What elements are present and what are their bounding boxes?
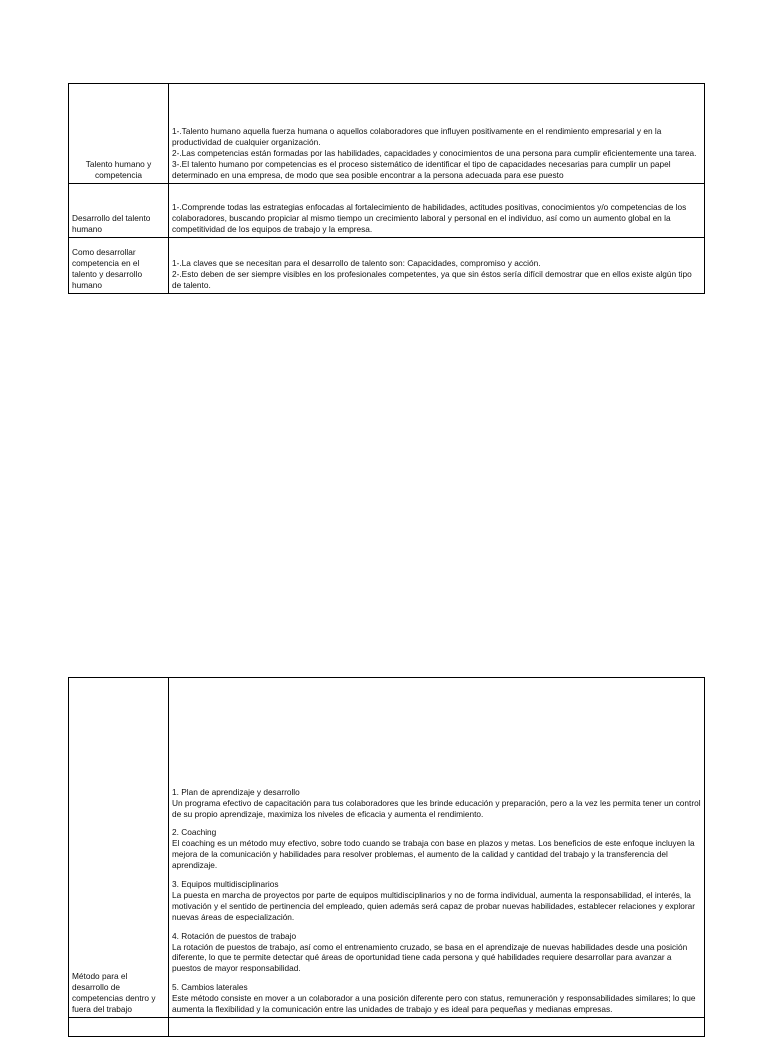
table-row xyxy=(69,84,705,184)
method-item xyxy=(172,982,701,1015)
empty-cell xyxy=(69,1018,169,1037)
content-line: 1-.Talento humano aquella fuerza humana o aquellos colaboradores que influyen positivamente en el rendimiento empresarial y en la productividad de cualquier organización. xyxy=(172,126,662,148)
row-label: Método para el desarrollo de competencias dentro y fuera del trabajo xyxy=(69,678,169,1018)
method-title: 1. Plan de aprendizaje y desarrollo xyxy=(172,786,300,797)
method-title: 5. Cambios laterales xyxy=(172,982,248,993)
methods-table xyxy=(68,677,705,1037)
method-title: 4. Rotación de puestos de trabajo xyxy=(172,930,297,941)
row-label: Como desarrollar competencia en el talento y desarrollo humano xyxy=(69,238,169,294)
table-row xyxy=(69,1018,705,1037)
method-item xyxy=(172,787,701,820)
content-line: 2-.Las competencias están formadas por las habilidades, capacidades y conocimientos de una persona para cumplir eficientemente una tarea. xyxy=(172,148,697,159)
method-title: 2. Coaching xyxy=(172,827,217,838)
table-row xyxy=(69,678,705,1018)
method-text: La rotación de puestos de trabajo, así como el entrenamiento cruzado, se basa en el aprendizaje de nuevas habilidades desde una posición diferente, lo que te permite detectar qué áreas de oportunidad tiene cada persona y qué habilidades requiere desarrollar para avanzar a puestos de mayor responsabilidad. xyxy=(172,941,688,974)
row-content xyxy=(169,184,705,238)
content-line: 1-.La claves que se necesitan para el desarrollo de talento son: Capacidades, compromiso y acción. xyxy=(172,258,541,269)
content-line: 2-.Esto deben de ser siempre visibles en los profesionales competentes, ya que sin éstos sería difícil demostrar que en ellos existe algún tipo de talento. xyxy=(172,269,692,291)
content-line: 3-.El talento humano por competencias es el proceso sistemático de identificar el tipo de capacidades necesarias para cumplir un papel determinado en una empresa, de modo que sea posible encontrar a la persona adecuada para ese puesto xyxy=(172,159,671,181)
method-title: 3. Equipos multidisciplinarios xyxy=(172,879,279,890)
table-row xyxy=(69,238,705,294)
method-item xyxy=(172,931,701,975)
method-item xyxy=(172,879,701,923)
row-content xyxy=(169,84,705,184)
method-item xyxy=(172,827,701,871)
method-text: El coaching es un método muy efectivo, sobre todo cuando se trabaja con base en plazos y metas. Los beneficios de este enfoque incluyen la mejora de la comunicación y habilidades para resolver problemas, el aumento de la calidad y cantidad del trabajo y la transferencia del aprendizaje. xyxy=(172,838,695,871)
row-content xyxy=(169,238,705,294)
method-text: Un programa efectivo de capacitación para tus colaboradores que les brinde educación y preparación, pero a la vez les permita tener un control de su propio aprendizaje, maximiza los niveles de eficacia y aumenta el rendimiento. xyxy=(172,797,701,819)
competencies-table xyxy=(68,83,705,294)
content-line: 1-.Comprende todas las estrategias enfocadas al fortalecimiento de habilidades, actitudes positivas, conocimientos y/o competencias de los colaboradores, buscando propiciar al mismo tiempo un crecimiento laboral y personal en el individuo, así como un aumento global en la competitividad de los equipos de trabajo y la empresa. xyxy=(172,202,687,235)
row-label: Desarrollo del talento humano xyxy=(69,184,169,238)
row-label: Talento humano y competencia xyxy=(69,84,169,184)
method-text: La puesta en marcha de proyectos por parte de equipos multidisciplinarios y no de forma individual, aumenta la responsabilidad, el interés, la motivación y el sentido de pertinencia del empleado, quien además será capaz de probar nuevas habilidades, establecer relaciones y explorar nuevas áreas de especialización. xyxy=(172,889,696,922)
row-content xyxy=(169,678,705,1018)
method-text: Este método consiste en mover a un colaborador a una posición diferente pero con status, remuneración y responsabilidades similares; lo que aumenta la flexibilidad y la comunicación entre las unidades de trabajo y es ideal para pequeñas y medianas empresas. xyxy=(172,993,696,1015)
table-row xyxy=(69,184,705,238)
empty-cell xyxy=(169,1018,705,1037)
